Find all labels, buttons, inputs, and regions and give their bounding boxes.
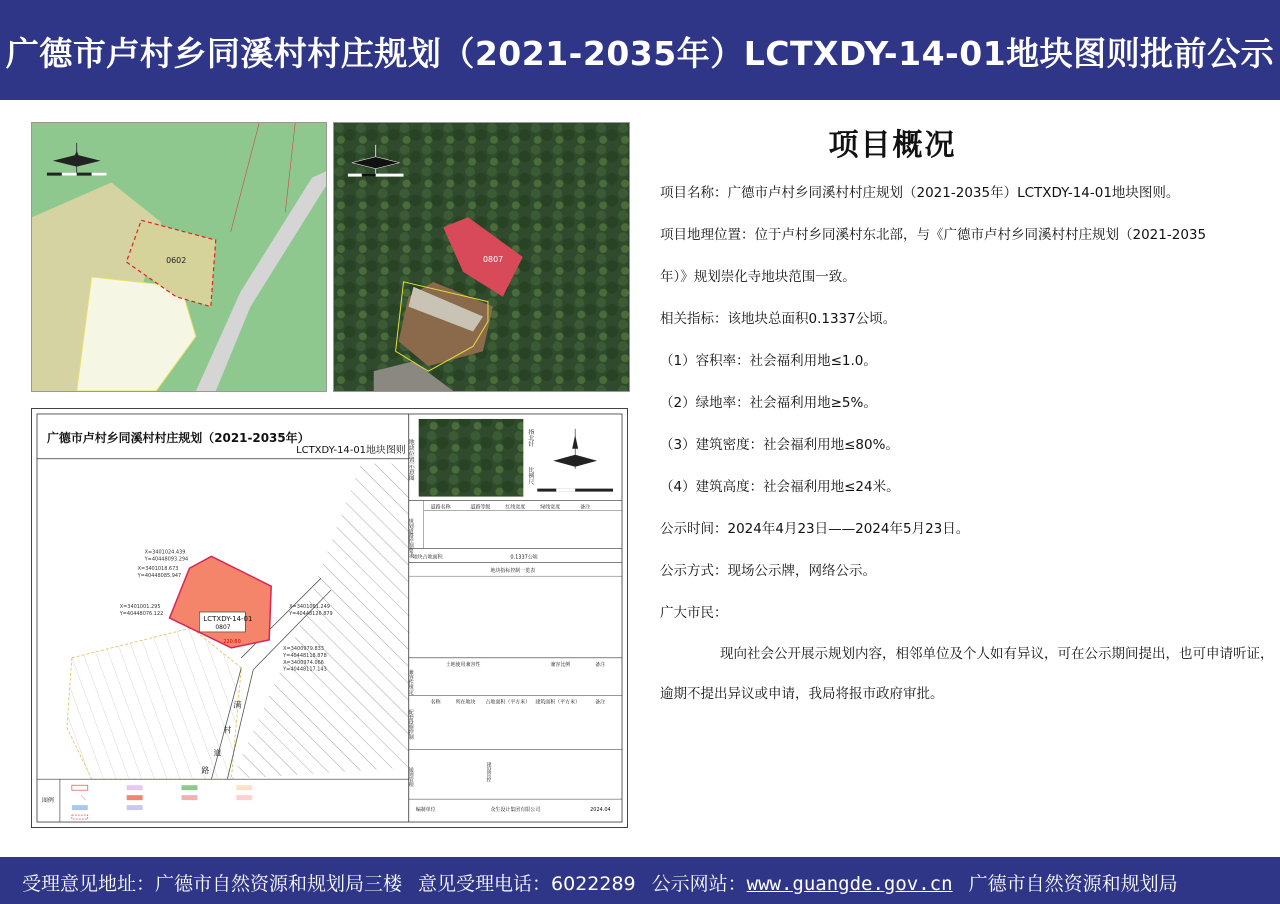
land-header-1: 土地使用兼容性 <box>445 661 481 668</box>
facility-header-3: 占地面积（平方米） <box>485 699 531 706</box>
footer-org: 广德市自然资源和规划局 <box>968 873 1178 895</box>
coord-4: Y=40448085.947 <box>137 573 182 580</box>
road-header-3: 红线宽度 <box>505 504 526 511</box>
road-header-1: 道路名称 <box>430 504 451 511</box>
facility-header-2: 所在地块 <box>455 699 476 706</box>
road-header-5: 备注 <box>580 504 591 511</box>
overview-body: 现向社会公开展示规划内容，相邻单位及个人如有异议，可在公示期间提出，也可申请听证，逾期不提出异议或申请，我局将报市政府审批。 <box>660 646 1274 702</box>
parcel-0807-label: 0807 <box>482 254 504 264</box>
road-side-label: 规划道路控制要求 <box>407 518 414 559</box>
overview-citizens: 广大市民： <box>660 605 728 621</box>
coord-5: X=3401001.295 <box>119 604 161 611</box>
footer-contact <box>22 869 1280 896</box>
overview-density: （3）建筑密度：社会福利用地≤80%。 <box>660 437 899 453</box>
side-location: 地块位置示意图 <box>407 438 415 481</box>
drawing-title: 广德市卢村乡同溪村村庄规划（2021-2035年） <box>46 430 310 445</box>
overview-time: 公示时间：2024年4月23日——2024年5月23日。 <box>660 521 970 537</box>
overview-far: （1）容积率：社会福利用地≤1.0。 <box>660 353 877 369</box>
footer-site-link[interactable]: www.guangde.gov.cn <box>746 873 953 895</box>
build-side-label: 建设管控 <box>485 762 492 783</box>
area-value: 0.1337公顷 <box>510 554 538 561</box>
land-header-2: 兼容比例 <box>550 661 571 668</box>
facility-header-4: 建筑面积（平方米） <box>535 699 581 706</box>
planning-map <box>31 122 327 392</box>
footer-unit: 众生设计集团有限公司 <box>490 807 541 814</box>
footer-address: 受理意见地址：广德市自然资源和规划局三楼 <box>22 873 403 895</box>
area-label: 地块占地面积 <box>412 554 443 561</box>
project-overview <box>660 120 1275 714</box>
page-title: 广德市卢村乡同溪村村庄规划（2021-2035年）LCTXDY-14-01地块图则批前公示 <box>5 34 1275 73</box>
coord-7: X=3401001.249 <box>289 604 330 611</box>
parcel-number-label: 0807 <box>215 623 231 631</box>
facility-side-label: 配套设施控制 <box>407 709 414 740</box>
footer-site-label: 公示网站： <box>651 873 747 895</box>
land-side-label: 兼容性规定 <box>407 669 414 695</box>
facility-header-1: 名称 <box>430 699 441 706</box>
coord-6: Y=40448076.122 <box>119 611 164 618</box>
overview-location-1: 项目地理位置：位于卢村乡同溪村东北部，与《广德市卢村乡同溪村村庄规划（2021-2035 <box>660 227 1207 243</box>
drawing-subtitle: LCTXDY-14-01地块图则 <box>296 444 406 456</box>
side-north: 指北针 <box>526 428 534 447</box>
coord-12: Y=40448117.143 <box>283 666 327 673</box>
coord-11: X=3400974.066 <box>283 659 324 666</box>
coord-10: Y=40448118.878 <box>283 652 327 659</box>
land-header-3: 备注 <box>595 661 606 668</box>
road-char-4: 路 <box>201 766 210 776</box>
footer-banner <box>0 857 1280 904</box>
coord-3: X=3401018.673 <box>137 566 179 573</box>
indicator-title: 地块指标控制一览表 <box>490 568 536 575</box>
road-char-1: 满 <box>233 700 242 710</box>
guide-side-label: 通则管理 <box>407 767 414 788</box>
overview-height: （4）建筑高度：社会福利用地≤24米。 <box>660 479 900 495</box>
footer-phone: 意见受理电话：6022289 <box>418 873 636 895</box>
header-banner <box>0 0 1280 103</box>
overview-green: （2）绿地率：社会福利用地≥5%。 <box>660 395 877 411</box>
overview-name: 项目名称：广德市卢村乡同溪村村庄规划（2021-2035年）LCTXDY-14-01地块图则。 <box>660 185 1180 201</box>
facility-header-5: 备注 <box>595 699 606 706</box>
coord-9: X=3400979.833 <box>283 645 324 652</box>
side-scale: 比例尺 <box>526 466 534 485</box>
road-char-2: 村 <box>223 725 232 735</box>
overview-title: 项目概况 <box>828 128 957 163</box>
coord-8: Y=40448126.879 <box>289 611 333 618</box>
elevation-label: 220.60 <box>223 638 241 645</box>
coord-2: Y=40448093.294 <box>144 556 189 563</box>
satellite-map <box>333 122 630 392</box>
parcel-code-label: LCTXDY-14-01 <box>203 614 253 623</box>
footer-date: 2024.04 <box>590 807 611 814</box>
footer-unit-label: 编制单位 <box>415 807 436 814</box>
road-header-2: 道路等级 <box>470 504 491 511</box>
overview-indicators: 相关指标：该地块总面积0.1337公顷。 <box>660 311 897 327</box>
control-drawing <box>31 408 628 828</box>
overview-location-2: 年）》规划崇化寺地块范围一致。 <box>660 269 856 285</box>
north-arrow-icon <box>537 429 613 492</box>
legend-label: 图例 <box>41 797 54 805</box>
road-header-4: 绿线宽度 <box>540 504 561 511</box>
overview-method: 公示方式：现场公示牌，网络公示。 <box>660 563 876 579</box>
coord-1: X=3401024.439 <box>144 549 186 556</box>
road-char-3: 道 <box>213 748 222 758</box>
parcel-0602-label: 0602 <box>166 255 187 265</box>
